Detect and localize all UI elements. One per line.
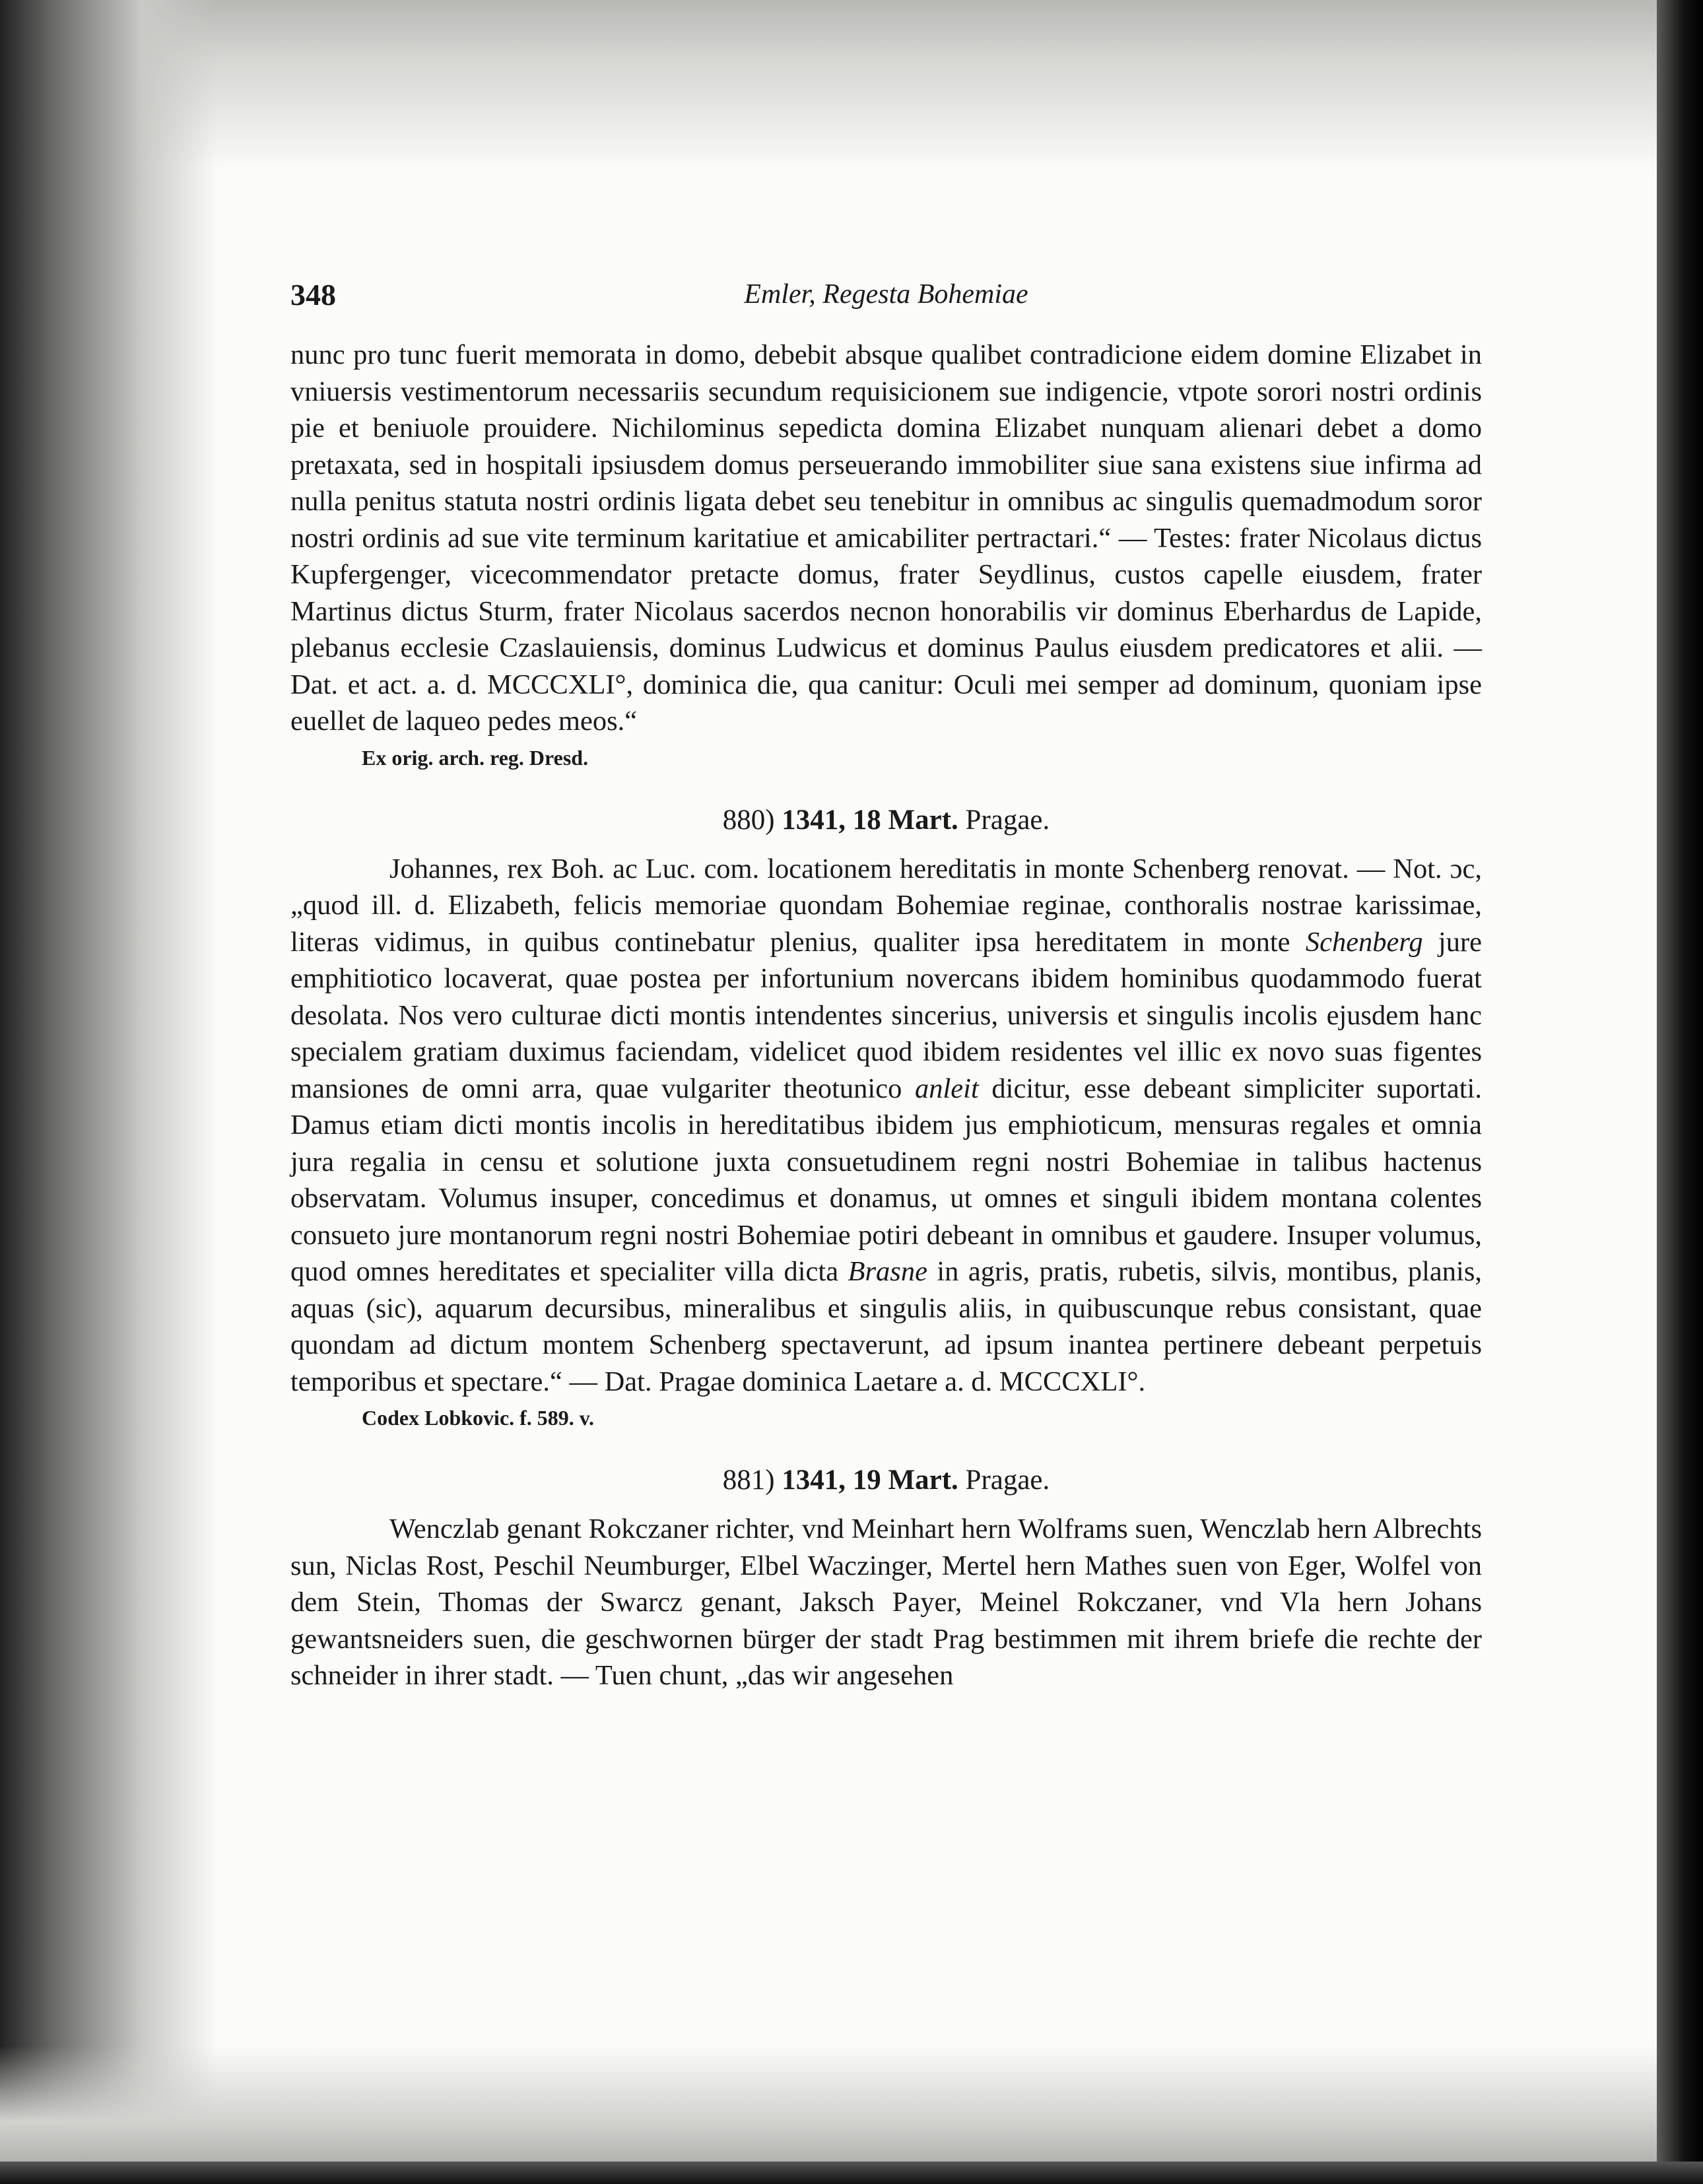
scan-shadow-left — [0, 0, 218, 2184]
entry-880-heading — [290, 802, 1482, 839]
scan-edge-bottom — [0, 2162, 1703, 2184]
scan-edge-right — [1657, 0, 1703, 2184]
term-schenberg: Schenberg — [1305, 926, 1423, 958]
entry-881-heading — [290, 1462, 1482, 1499]
running-title: Emler, Regesta Bohemiae — [744, 279, 1028, 310]
entry-880-place: Pragae. — [965, 804, 1050, 836]
continuation-paragraph: nunc pro tunc fuerit memorata in domo, debebit absque qualibet contradicione eidem domine Elizabet in vniuersis vestimentorum necessariis secundum requisicionem sue indigencie, vtpote sorori nostri ordinis pie et beniuole prouidere. Nichilominus sepedicta domina Elizabet nunquam alienari debet a domo pretaxata, sed in hospitali ipsiusdem domus perseuerando immobiliter siue sana existens siue infirma ad nulla penitus statuta nostri ordinis ligata debet seu tenebitur in omnibus ac singulis quemadmodum soror nostri ordinis ad sue vite terminum karitatiue et amicabiliter pertractari.“ — Testes: frater Nicolaus dictus Kupfergenger, vicecommendator pretacte domus, frater Seydlinus, custos capelle eiusdem, frater Martinus dictus Sturm, frater Nicolaus sacerdos necnon honorabilis vir dominus Eberhardus de Lapide, plebanus ecclesie Czaslauiensis, dominus Ludwicus et dominus Paulus eiusdem predicatores et alii. — Dat. et act. a. d. MCCCXLI°, dominica die, qua canitur: Oculi mei semper ad dominum, quoniam ipse euellet de laqueo pedes meos.“ — [290, 339, 1482, 737]
entry-881-place: Pragae. — [965, 1465, 1050, 1496]
term-brasne: Brasne — [848, 1256, 927, 1287]
term-anleit: anleit — [914, 1073, 979, 1104]
entry-881-text: Wenczlab genant Rokczaner richter, vnd Meinhart hern Wolframs suen, Wenczlab hern Albrechts sun, Niclas Rost, Peschil Neumburger, Elbel Waczinger, Mertel hern Mathes suen von Eger, Wolfel von dem Stein, Thomas der Swarcz genant, Jaksch Payer, Meinel Rokczaner, vnd Vla hern Johans gewantsneiders suen, die geschwornen bürger der stadt Prag bestimmen mit ihrem briefe die rechte der schneider in ihrer stadt. — Tuen chunt, „das wir angesehen — [290, 1513, 1482, 1691]
entry-880-text-d: in agris, pratis, rubetis, silvis, montibus, planis, aquas (sic), aquarum decursibus, mineralibus et singulis aliis, in quibuscunque rebus consistant, quae quondam ad dictum montem Schenberg spectaverunt, ad ipsum inantea pertinere debeant perpetuis temporibus et spectare.“ — Dat. Pragae dominica Laetare a. d. MCCCXLI°. — [290, 1256, 1482, 1397]
entry-881-number: 881) — [722, 1465, 775, 1496]
scan-shadow-top — [0, 0, 1703, 172]
entry-880-source: Codex Lobkovic. f. 589. v. — [362, 1406, 595, 1430]
entry-880-text-c: dicitur, esse debeant simpliciter suportati. Damus etiam dicti montis incolis in hereditatibus ibidem jus emphioticum, mensuras regales et omnia jura regalia in censu et solutione juxta consuetudinem regni nostri Bohemiae in talibus hactenus observatam. Volumus insuper, concedimus et donamus, ut omnes et singuli ibidem montana colentes consueto jure montanorum regni nostri Bohemiae potiri debeant in omnibus et gaudere. Insuper volumus, quod omnes hereditates et specialiter villa dicta — [290, 1073, 1482, 1287]
page-number: 348 — [290, 278, 336, 312]
continuation-source: Ex orig. arch. reg. Dresd. — [362, 745, 589, 770]
entry-880-text-b: jure emphitiotico locaverat, quae postea per infortunium novercans ibidem hominibus quodammodo fuerat desolata. Nos vero culturae dicti montis intendentes sincerius, universis et singulis incolis ejusdem hanc specialem gratiam duximus faciendam, videlicet quod ibidem residentes vel illic ex novo suas figentes mansiones de omni arra, quae vulgariter theotunico — [290, 926, 1482, 1104]
entry-880-number: 880) — [722, 804, 775, 836]
entry-880-date: 1341, 18 Mart. — [782, 804, 958, 836]
running-head — [290, 277, 1482, 323]
entry-881-date: 1341, 19 Mart. — [782, 1465, 958, 1496]
entry-880-text-a: Johannes, rex Boh. ac Luc. com. locationem hereditatis in monte Schenberg renovat. — Not. ɔc, „quod ill. d. Elizabeth, felicis memoriae quondam Bohemiae reginae, conthoralis nostrae karissimae, literas vidimus, in quibus continebatur plenius, qualiter ipsa hereditatem in monte — [290, 853, 1482, 958]
page-body — [290, 277, 1482, 1694]
entry-880-text — [290, 851, 1482, 1401]
